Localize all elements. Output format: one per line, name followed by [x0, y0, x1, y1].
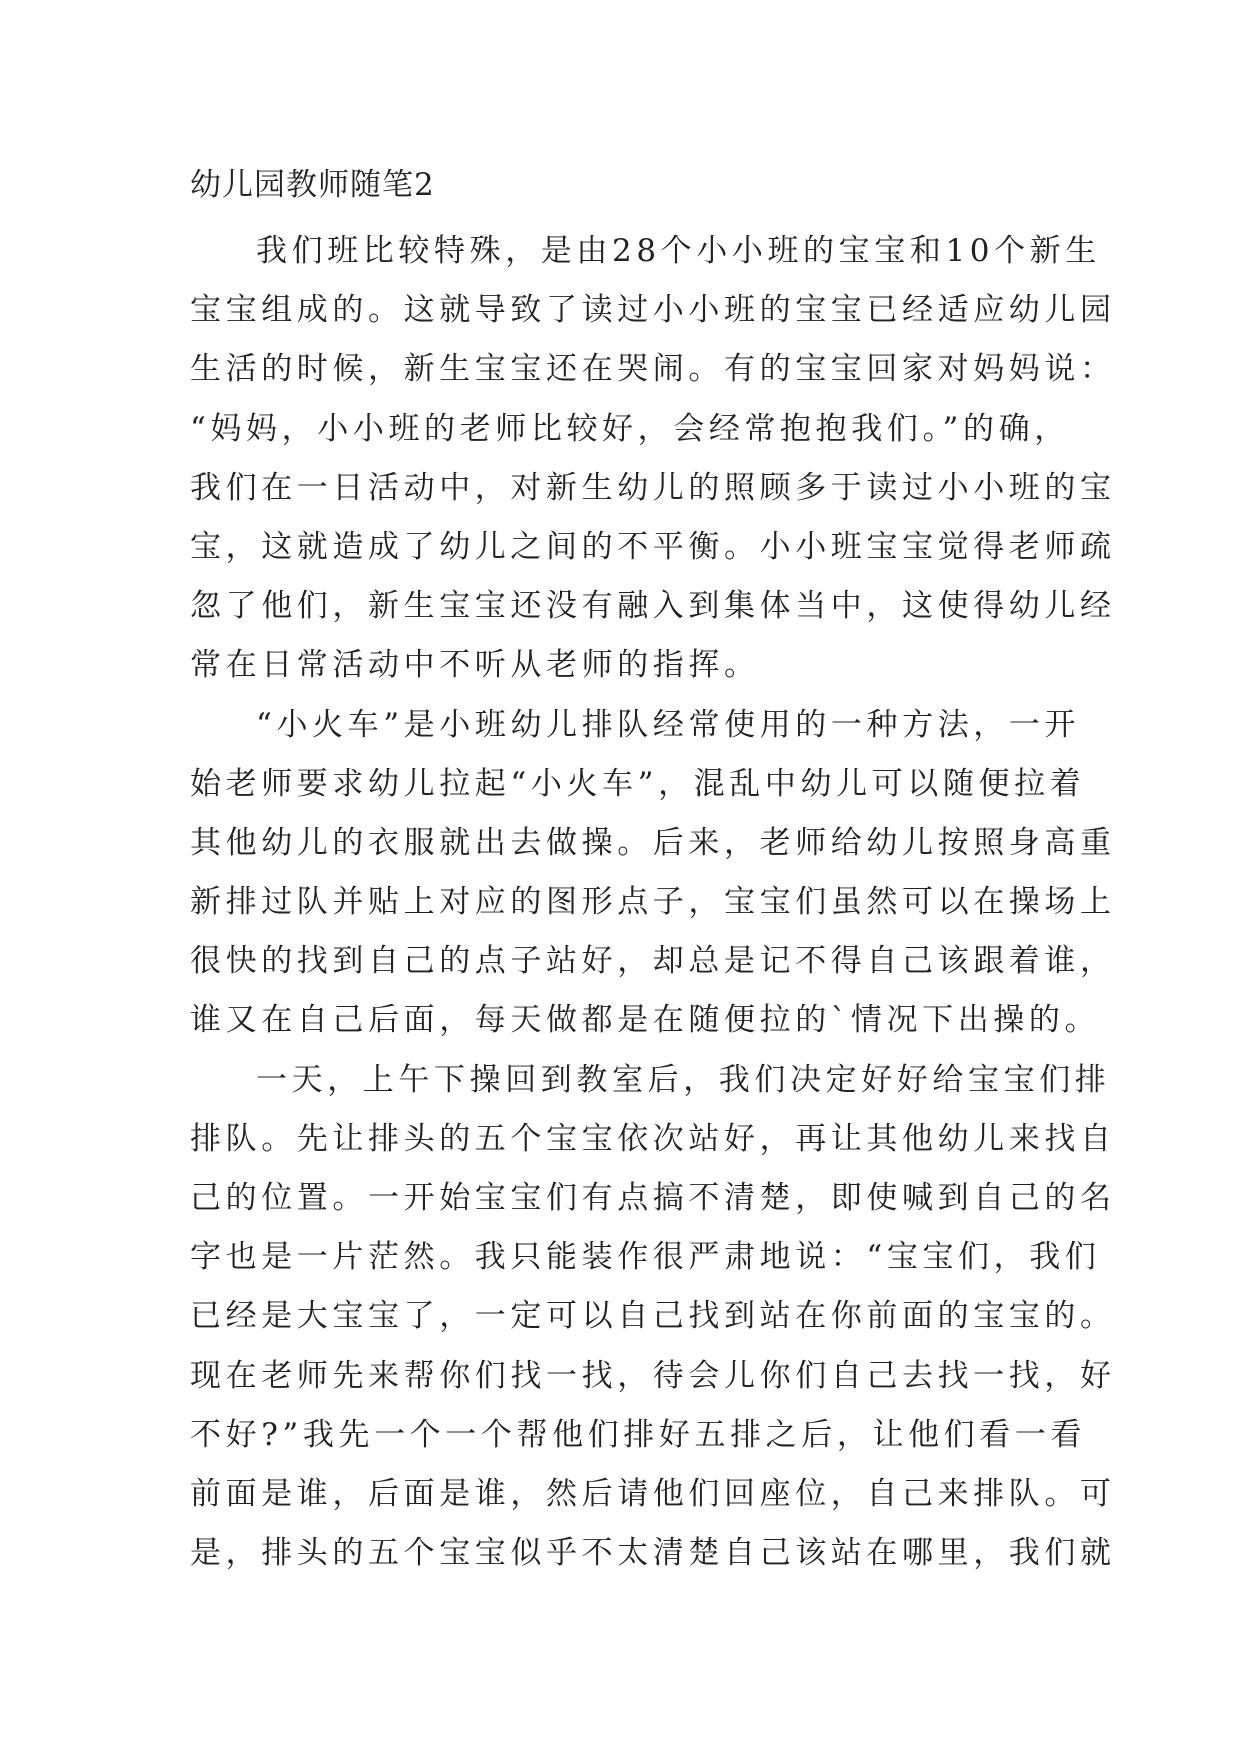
- paragraph-1-line: 我们在一日活动中，对新生幼儿的照顾多于读过小小班的宝: [190, 469, 1116, 506]
- document-body: [190, 222, 1116, 1583]
- paragraph-1-line: “妈妈，小小班的老师比较好，会经常抱抱我们。”的确，: [190, 410, 1070, 447]
- paragraph-1-line: 生活的时候，新生宝宝还在哭闹。有的宝宝回家对妈妈说：: [190, 351, 1116, 388]
- paragraph-3-line: 现在老师先来帮你们找一找，待会儿你们自己去找一找，好: [190, 1357, 1116, 1394]
- paragraph-2-line: 其他幼儿的衣服就出去做操。后来，老师给幼儿按照身高重: [190, 824, 1116, 861]
- paragraph-2-line: 始老师要求幼儿拉起“小火车”，混乱中幼儿可以随便拉着: [190, 765, 1086, 802]
- paragraph-3-line: 一天，上午下操回到教室后，我们决定好好给宝宝们排: [256, 1061, 1111, 1098]
- paragraph-2-line: 谁又在自己后面，每天做都是在随便拉的`情况下出操的。: [190, 1002, 1101, 1039]
- paragraph-1-line: 常在日常活动中不听从老师的指挥。: [190, 647, 760, 684]
- document-title: 幼儿园教师随笔2: [190, 167, 435, 203]
- paragraph-3-line: 排队。先让排头的五个宝宝依次站好，再让其他幼儿来找自: [190, 1120, 1116, 1157]
- paragraph-2-line: “小火车”是小班幼儿排队经常使用的一种方法，一开: [256, 706, 1081, 743]
- paragraph-2-line: 新排过队并贴上对应的图形点子，宝宝们虽然可以在操场上: [190, 884, 1116, 921]
- paragraph-3-line: 是，排头的五个宝宝似乎不太清楚自己该站在哪里，我们就: [190, 1535, 1116, 1572]
- paragraph-3-line: 已经是大宝宝了，一定可以自己找到站在你前面的宝宝的。: [190, 1298, 1116, 1335]
- paragraph-2-line: 很快的找到自己的点子站好，却总是记不得自己该跟着谁，: [190, 943, 1116, 980]
- paragraph-3-line: 前面是谁，后面是谁，然后请他们回座位，自己来排队。可: [190, 1475, 1116, 1512]
- paragraph-1-line: 忽了他们，新生宝宝还没有融入到集体当中，这使得幼儿经: [190, 588, 1116, 625]
- paragraph-1-line: 宝，这就造成了幼儿之间的不平衡。小小班宝宝觉得老师疏: [190, 528, 1116, 565]
- paragraph-1-line: 宝宝组成的。这就导致了读过小小班的宝宝已经适应幼儿园: [190, 292, 1116, 329]
- paragraph-3-line: 字也是一片茫然。我只能装作很严肃地说：“宝宝们，我们: [190, 1239, 1101, 1276]
- paragraph-3-line: 不好?”我先一个一个帮他们排好五排之后，让他们看一看: [190, 1416, 1087, 1453]
- paragraph-3-line: 己的位置。一开始宝宝们有点搞不清楚，即使喊到自己的名: [190, 1180, 1116, 1216]
- paragraph-1-line: 我们班比较特殊，是由28个小小班的宝宝和10个新生: [256, 233, 1101, 269]
